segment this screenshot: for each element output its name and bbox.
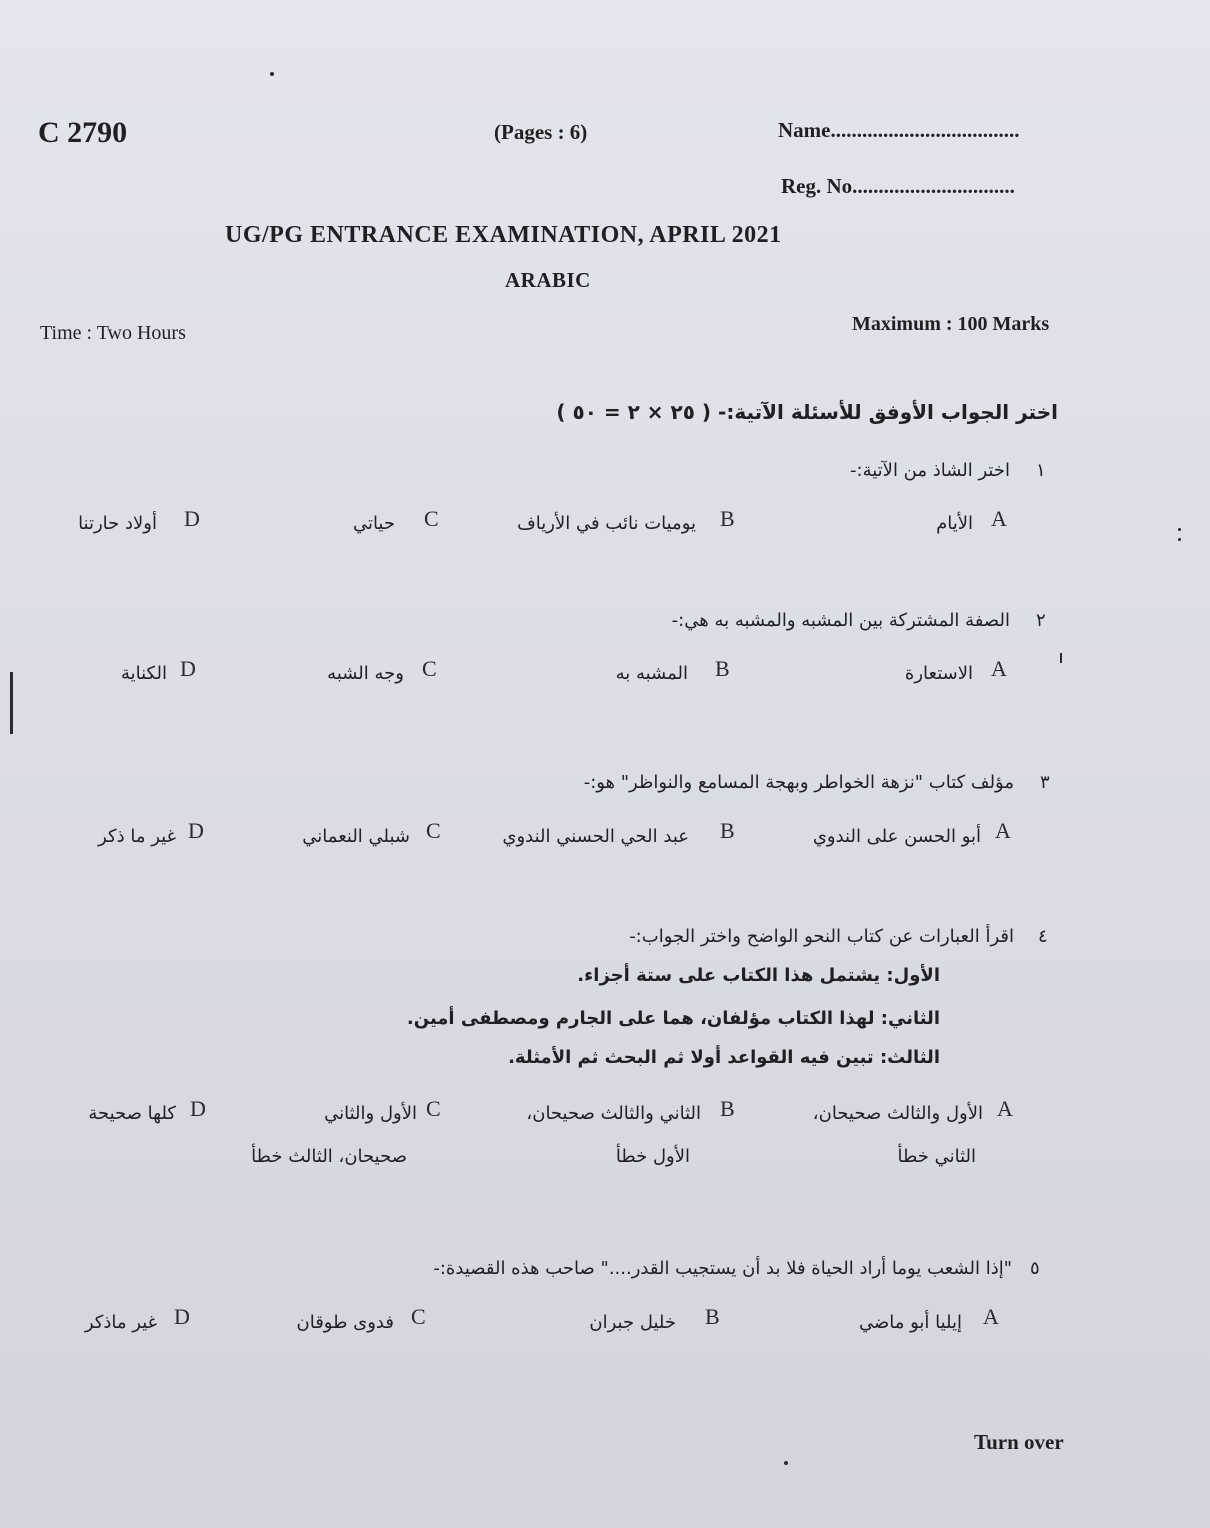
statement-first: الأول: يشتمل هذا الكتاب على ستة أجزاء.	[577, 965, 940, 986]
statement-second: الثاني: لهذا الكتاب مؤلفان، هما على الجارم ومصطفى أمين.	[406, 1008, 940, 1029]
option-letter-b: B	[720, 818, 735, 843]
time-allowed: Time : Two Hours	[40, 322, 186, 344]
option-text-d-line1: كلها صحيحة	[88, 1103, 176, 1124]
option-text-d: غير ماذكر	[84, 1312, 157, 1333]
section-instruction	[556, 400, 1058, 424]
option-text-c: حياتي	[352, 513, 395, 534]
scan-mark	[1060, 653, 1062, 663]
question-number: ٥	[1030, 1258, 1040, 1279]
option-text-b: المشبه به	[615, 663, 688, 684]
option-text-d: أولاد حارتنا	[78, 513, 157, 534]
option-text-c-line2: صحيحان، الثالث خطأ	[251, 1146, 407, 1167]
option-text-c: وجه الشبه	[327, 663, 404, 684]
page-count: (Pages : 6)	[494, 120, 588, 144]
option-letter-b: B	[715, 656, 730, 681]
subject-title: ARABIC	[505, 268, 591, 292]
maximum-marks: Maximum : 100 Marks	[852, 313, 1050, 335]
option-letter-a: A	[995, 818, 1011, 843]
option-letter-d: D	[180, 656, 196, 681]
question-text: الصفة المشتركة بين المشبه والمشبه به هي:-	[671, 610, 1010, 631]
option-text-c: شبلي النعماني	[302, 826, 410, 847]
option-text-d: غير ما ذكر	[98, 826, 176, 847]
option-letter-b: B	[720, 506, 735, 531]
question-number: ١	[1036, 460, 1046, 481]
turn-over-note: Turn over	[974, 1430, 1064, 1454]
option-text-a-line2: الثاني خطأ	[897, 1146, 976, 1167]
scan-mark	[784, 1461, 788, 1465]
exam-title: UG/PG ENTRANCE EXAMINATION, APRIL 2021	[225, 222, 782, 248]
scan-mark	[10, 672, 13, 734]
instruction-marks: ( ٢٥ × ٢ = ٥٠ )	[556, 400, 712, 424]
statement-third: الثالث: تبين فيه القواعد أولا ثم البحث ثم الأمثلة.	[508, 1047, 940, 1068]
option-text-a: أبو الحسن على الندوي	[812, 826, 981, 847]
question-number: ٣	[1040, 772, 1050, 793]
scan-mark	[1178, 528, 1181, 531]
question-number: ٢	[1036, 610, 1046, 631]
question-number: ٤	[1038, 926, 1048, 947]
option-text-b: خليل جبران	[589, 1312, 676, 1333]
option-letter-c: C	[411, 1304, 426, 1329]
option-letter-d: D	[188, 818, 204, 843]
option-letter-a: A	[983, 1304, 999, 1329]
option-letter-d: D	[184, 506, 200, 531]
question-text: اقرأ العبارات عن كتاب النحو الواضح واختر الجواب:-	[629, 926, 1014, 947]
option-text-b-line1: الثاني والثالث صحيحان،	[526, 1103, 701, 1124]
option-text-a: إيليا أبو ماضي	[858, 1312, 962, 1333]
option-text-a: الأيام	[936, 513, 973, 534]
scan-mark	[270, 72, 274, 76]
option-text-b-line2: الأول خطأ	[615, 1146, 690, 1167]
reg-no-field: Reg. No...............................	[781, 174, 1015, 198]
question-text: اختر الشاذ من الآتية:-	[850, 460, 1010, 481]
option-letter-a: A	[991, 656, 1007, 681]
option-letter-c: C	[426, 818, 441, 843]
option-letter-b: B	[705, 1304, 720, 1329]
option-letter-c: C	[426, 1096, 441, 1121]
name-field: Name....................................	[778, 118, 1020, 142]
option-letter-a: A	[991, 506, 1007, 531]
option-letter-b: B	[720, 1096, 735, 1121]
option-text-b: عبد الحي الحسني الندوي	[502, 826, 689, 847]
option-text-c-line1: الأول والثاني	[324, 1103, 417, 1124]
instruction-text: اختر الجواب الأوفق للأسئلة الآتية:-	[718, 400, 1058, 424]
option-text-a-line1: الأول والثالث صحيحان،	[812, 1103, 983, 1124]
option-text-c: فدوى طوقان	[296, 1312, 394, 1333]
option-text-a: الاستعارة	[904, 663, 973, 684]
option-letter-c: C	[424, 506, 439, 531]
question-text: "إذا الشعب يوما أراد الحياة فلا بد أن يستجيب القدر...." صاحب هذه القصيدة:-	[433, 1258, 1012, 1279]
option-letter-a: A	[997, 1096, 1013, 1121]
option-letter-c: C	[422, 656, 437, 681]
option-letter-d: D	[190, 1096, 206, 1121]
paper-code: C 2790	[38, 116, 128, 149]
option-text-b: يوميات نائب في الأرياف	[517, 513, 696, 534]
scan-mark	[1178, 538, 1181, 541]
option-letter-d: D	[174, 1304, 190, 1329]
option-text-d: الكناية	[120, 663, 167, 684]
question-text: مؤلف كتاب "نزهة الخواطر وبهجة المسامع والنواظر" هو:-	[583, 772, 1014, 793]
